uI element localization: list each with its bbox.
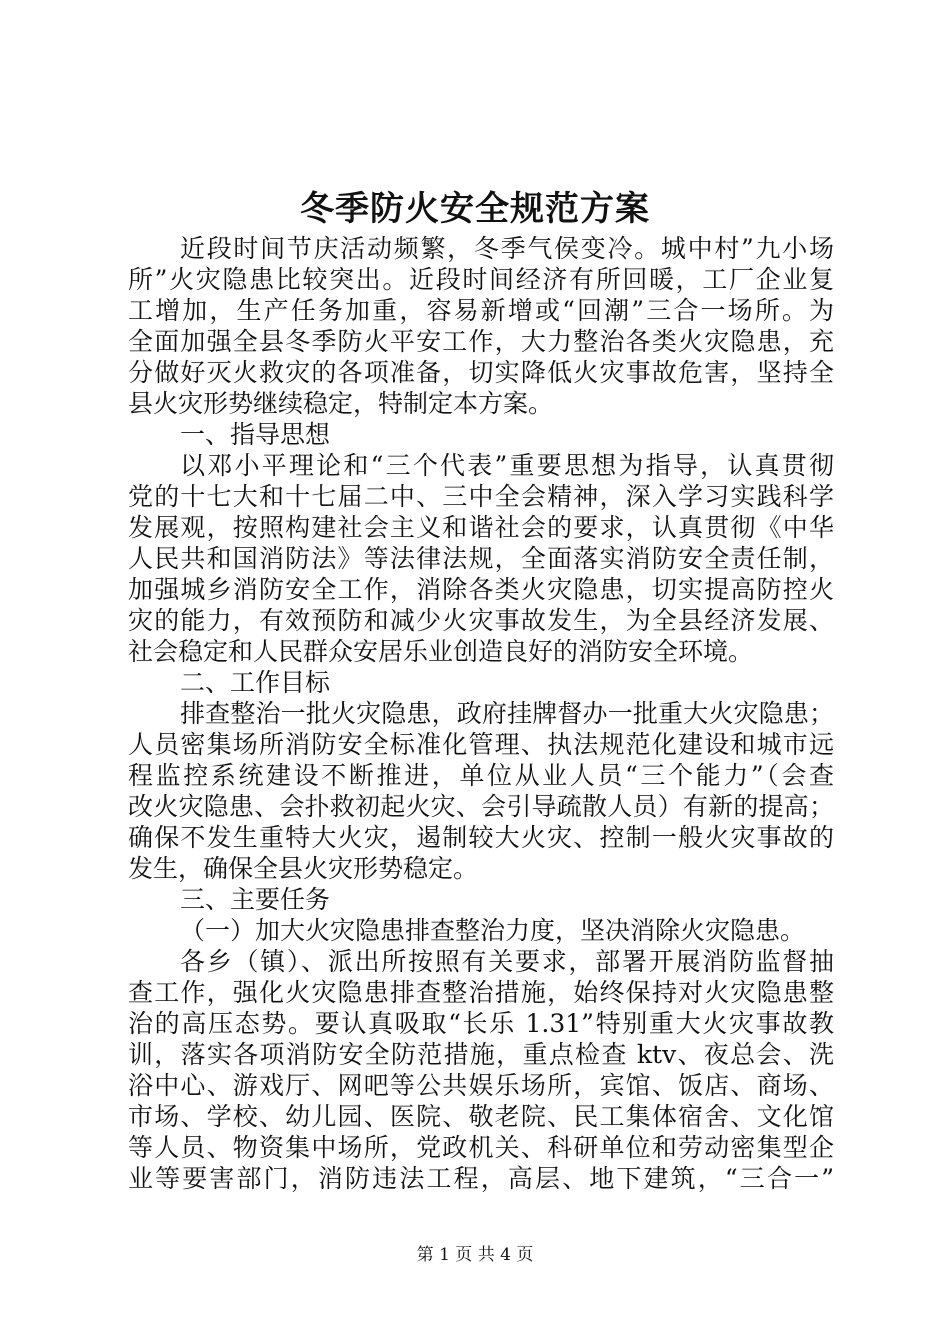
body-line: 工增加，生产任务加重，容易新增或“回潮”三合一场所。为 — [128, 296, 834, 325]
body-line: 加强城乡消防安全工作，消除各类火灾隐患，切实提高防控火 — [128, 575, 834, 604]
body-line: 排查整治一批火灾隐患，政府挂牌督办一批重大火灾隐患； — [180, 699, 834, 728]
body-line: 市场、学校、幼儿园、医院、敬老院、民工集体宿舍、文化馆 — [128, 1102, 834, 1131]
body-line: 一、指导思想 — [180, 420, 331, 449]
body-line: 以邓小平理论和“三个代表”重要思想为指导，认真贯彻 — [180, 451, 834, 480]
page-footer: 第 1 页 共 4 页 — [416, 1245, 534, 1265]
body-line: 所”火灾隐患比较突出。近段时间经济有所回暖，工厂企业复 — [128, 265, 834, 294]
body-line: 浴中心、游戏厅、网吧等公共娱乐场所，宾馆、饭店、商场、 — [128, 1071, 834, 1100]
body-line: （一）加大火灾隐患排查整治力度，坚决消除火灾隐患。 — [180, 916, 806, 945]
body-line: 灾的能力，有效预防和减少火灾事故发生，为全县经济发展、 — [128, 606, 834, 635]
body-line: 程监控系统建设不断推进，单位从业人员“三个能力”（会查 — [128, 761, 834, 790]
body-line: 训，落实各项消防安全防范措施，重点检查 ktv、夜总会、洗 — [128, 1040, 834, 1069]
body-line: 发生，确保全县火灾形势稳定。 — [128, 854, 479, 883]
body-line: 近段时间节庆活动频繁，冬季气侯变冷。城中村”九小场 — [180, 234, 834, 263]
body-line: 确保不发生重特大火灾，遏制较大火灾、控制一般火灾事故的 — [128, 823, 834, 852]
body-line: 分做好灭火救灾的各项准备，切实降低火灾事故危害，坚持全 — [128, 358, 834, 387]
body-line: 治的高压态势。要认真吸取“长乐 1.31”特别重大火灾事故教 — [128, 1009, 834, 1038]
body-line: 等人员、物资集中场所，党政机关、科研单位和劳动密集型企 — [128, 1133, 834, 1162]
body-line: 社会稳定和人民群众安居乐业创造良好的消防安全环境。 — [128, 637, 754, 666]
document-title: 冬季防火安全规范方案 — [300, 189, 650, 229]
body-line: 三、主要任务 — [180, 885, 331, 914]
body-line: 二、工作目标 — [180, 668, 331, 697]
document-body — [128, 233, 834, 1194]
body-line: 人员密集场所消防安全标准化管理、执法规范化建设和城市远 — [128, 730, 834, 759]
body-line: 全面加强全县冬季防火平安工作，大力整治各类火灾隐患，充 — [128, 327, 834, 356]
body-line: 人民共和国消防法》等法律法规，全面落实消防安全责任制， — [128, 544, 834, 573]
body-line: 发展观，按照构建社会主义和谐社会的要求，认真贯彻《中华 — [128, 513, 834, 542]
body-line: 党的十七大和十七届二中、三中全会精神，深入学习实践科学 — [128, 482, 834, 511]
body-line: 查工作，强化火灾隐患排查整治措施，始终保持对火灾隐患整 — [128, 978, 834, 1007]
body-line: 改火灾隐患、会扑救初起火灾、会引导疏散人员）有新的提高； — [128, 792, 834, 821]
body-line: 各乡（镇）、派出所按照有关要求，部署开展消防监督抽 — [180, 947, 834, 976]
body-line: 县火灾形势继续稳定，特制定本方案。 — [128, 389, 554, 418]
body-line: 业等要害部门，消防违法工程，高层、地下建筑，“三合一” — [128, 1164, 834, 1193]
